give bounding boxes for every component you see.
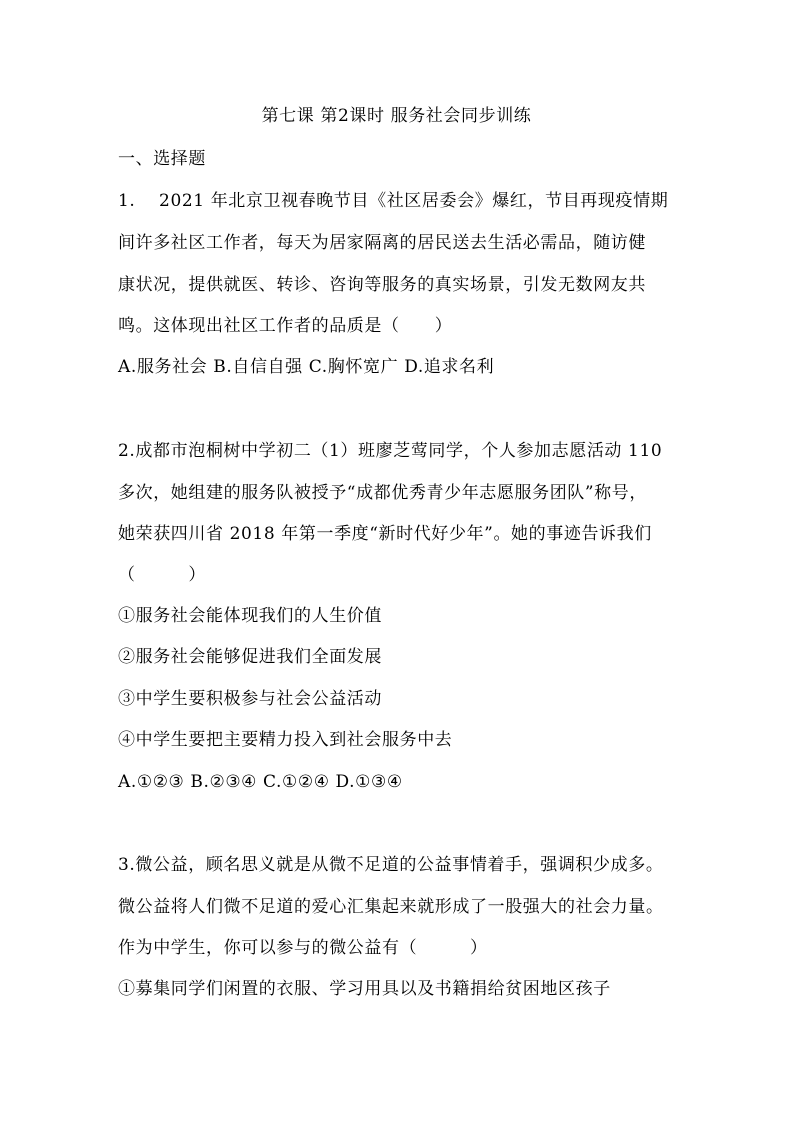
question-2-statement-4: ④中学生要把主要精力投入到社会服务中去 (118, 730, 453, 750)
question-2-line-3: 她荣获四川省 2018 年第一季度“新时代好少年”。她的事迹告诉我们 (118, 524, 652, 544)
question-3-line-1: 3.微公益，顾名思义就是从微不足道的公益事情着手，强调积少成多。 (118, 855, 664, 875)
question-1-line-4: 鸣。这体现出社区工作者的品质是（ ） (118, 316, 453, 336)
question-2-options: A.①②③ B.②③④ C.①②④ D.①③④ (118, 772, 403, 792)
question-3-line-2: 微公益将人们微不足道的爱心汇集起来就形成了一股强大的社会力量。 (118, 897, 664, 917)
question-1-options: A.服务社会 B.自信自强 C.胸怀宽广 D.追求名利 (118, 357, 495, 377)
section-heading: 一、选择题 (118, 149, 206, 169)
document-title: 第七课 第2课时 服务社会同步训练 (261, 106, 532, 126)
question-3-line-3: 作为中学生，你可以参与的微公益有（ ） (118, 938, 488, 958)
question-3-statement-1: ①募集同学们闲置的衣服、学习用具以及书籍捐给贫困地区孩子 (118, 979, 611, 999)
question-1-line-3: 康状况，提供就医、转诊、咨询等服务的真实场景，引发无数网友共 (118, 275, 646, 295)
question-2-line-1: 2.成都市泡桐树中学初二（1）班廖芝莺同学，个人参加志愿活动 110 (118, 441, 663, 461)
question-2-line-2: 多次，她组建的服务队被授予“成都优秀青少年志愿服务团队”称号， (118, 483, 647, 503)
question-1-line-2: 间许多社区工作者，每天为居家隔离的居民送去生活必需品，随访健 (118, 233, 646, 253)
question-2-line-4: （ ） (118, 565, 206, 585)
question-1-line-1: 1. 2021 年北京卫视春晚节目《社区居委会》爆红，节目再现疫情期 (118, 191, 669, 211)
question-2-statement-2: ②服务社会能够促进我们全面发展 (118, 647, 382, 667)
question-2-statement-3: ③中学生要积极参与社会公益活动 (118, 689, 382, 709)
question-2-statement-1: ①服务社会能体现我们的人生价值 (118, 606, 382, 626)
